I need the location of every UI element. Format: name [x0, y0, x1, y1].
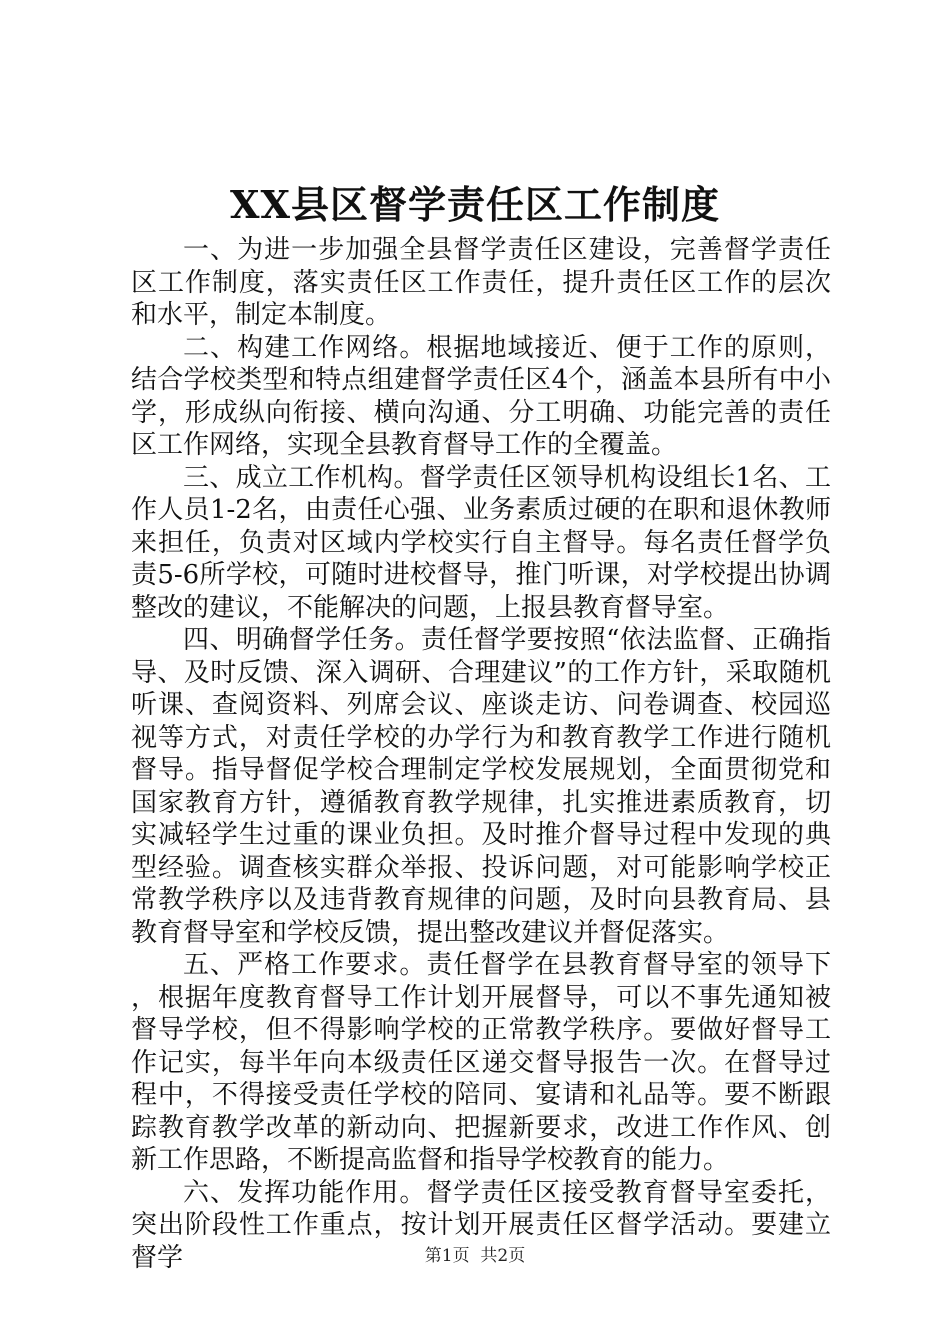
page-footer: [0, 1244, 950, 1268]
paragraph-5: 五、严格工作要求。责任督学在县教育督导室的领导下，根据年度教育督导工作计划开展督导，可以不事先通知被督导学校，但不得影响学校的正常教学秩序。要做好督导工作记实，每半年向本级责任区递交督导报告一次。在督导过程中，不得接受责任学校的陪同、宴请和礼品等。要不断跟踪教育教学改革的新动向、把握新要求，改进工作作风、创新工作思路，不断提高监督和指导学校教育的能力。: [131, 950, 831, 1175]
document-body: [131, 234, 831, 1274]
page-number: 第1页: [424, 1246, 470, 1266]
paragraph-3: 三、成立工作机构。督学责任区领导机构设组长1名、工作人员1-2名，由责任心强、业务素质过硬的在职和退休教师来担任，负责对区域内学校实行自主督导。每名责任督学负责5-6所学校，可随时进校督导，推门听课，对学校提出协调整改的建议，不能解决的问题，上报县教育督导室。: [131, 462, 831, 623]
paragraph-2: 二、构建工作网络。根据地域接近、便于工作的原则，结合学校类型和特点组建督学责任区4个，涵盖本县所有中小学，形成纵向衔接、横向沟通、分工明确、功能完善的责任区工作网络，实现全县教育督导工作的全覆盖。: [131, 332, 831, 460]
paragraph-1: 一、为进一步加强全县督学责任区建设，完善督学责任区工作制度，落实责任区工作责任，提升责任区工作的层次和水平，制定本制度。: [131, 235, 831, 330]
paragraph-6: 六、发挥功能作用。督学责任区接受教育督导室委托，突出阶段性工作重点，按计划开展责任区督学活动。要建立督学: [131, 1177, 831, 1273]
paragraph-4: 四、明确督学任务。责任督学要按照“依法监督、正确指导、及时反馈、深入调研、合理建议”的工作方针，采取随机听课、查阅资料、列席会议、座谈走访、问卷调查、校园巡视等方式，对责任学校的办学行为和教育教学工作进行随机督导。指导督促学校合理制定学校发展规划，全面贯彻党和国家教育方针，遵循教育教学规律，扎实推进素质教育，切实减轻学生过重的课业负担。及时推介督导过程中发现的典型经验。调查核实群众举报、投诉问题，对可能影响学校正常教学秩序以及违背教育规律的问题，及时向县教育局、县教育督导室和学校反馈，提出整改建议并督促落实。: [131, 625, 831, 948]
footer-separator: [470, 1246, 481, 1266]
page-total: 共2页: [480, 1246, 526, 1266]
document-title: XX县区督学责任区工作制度: [230, 182, 720, 227]
